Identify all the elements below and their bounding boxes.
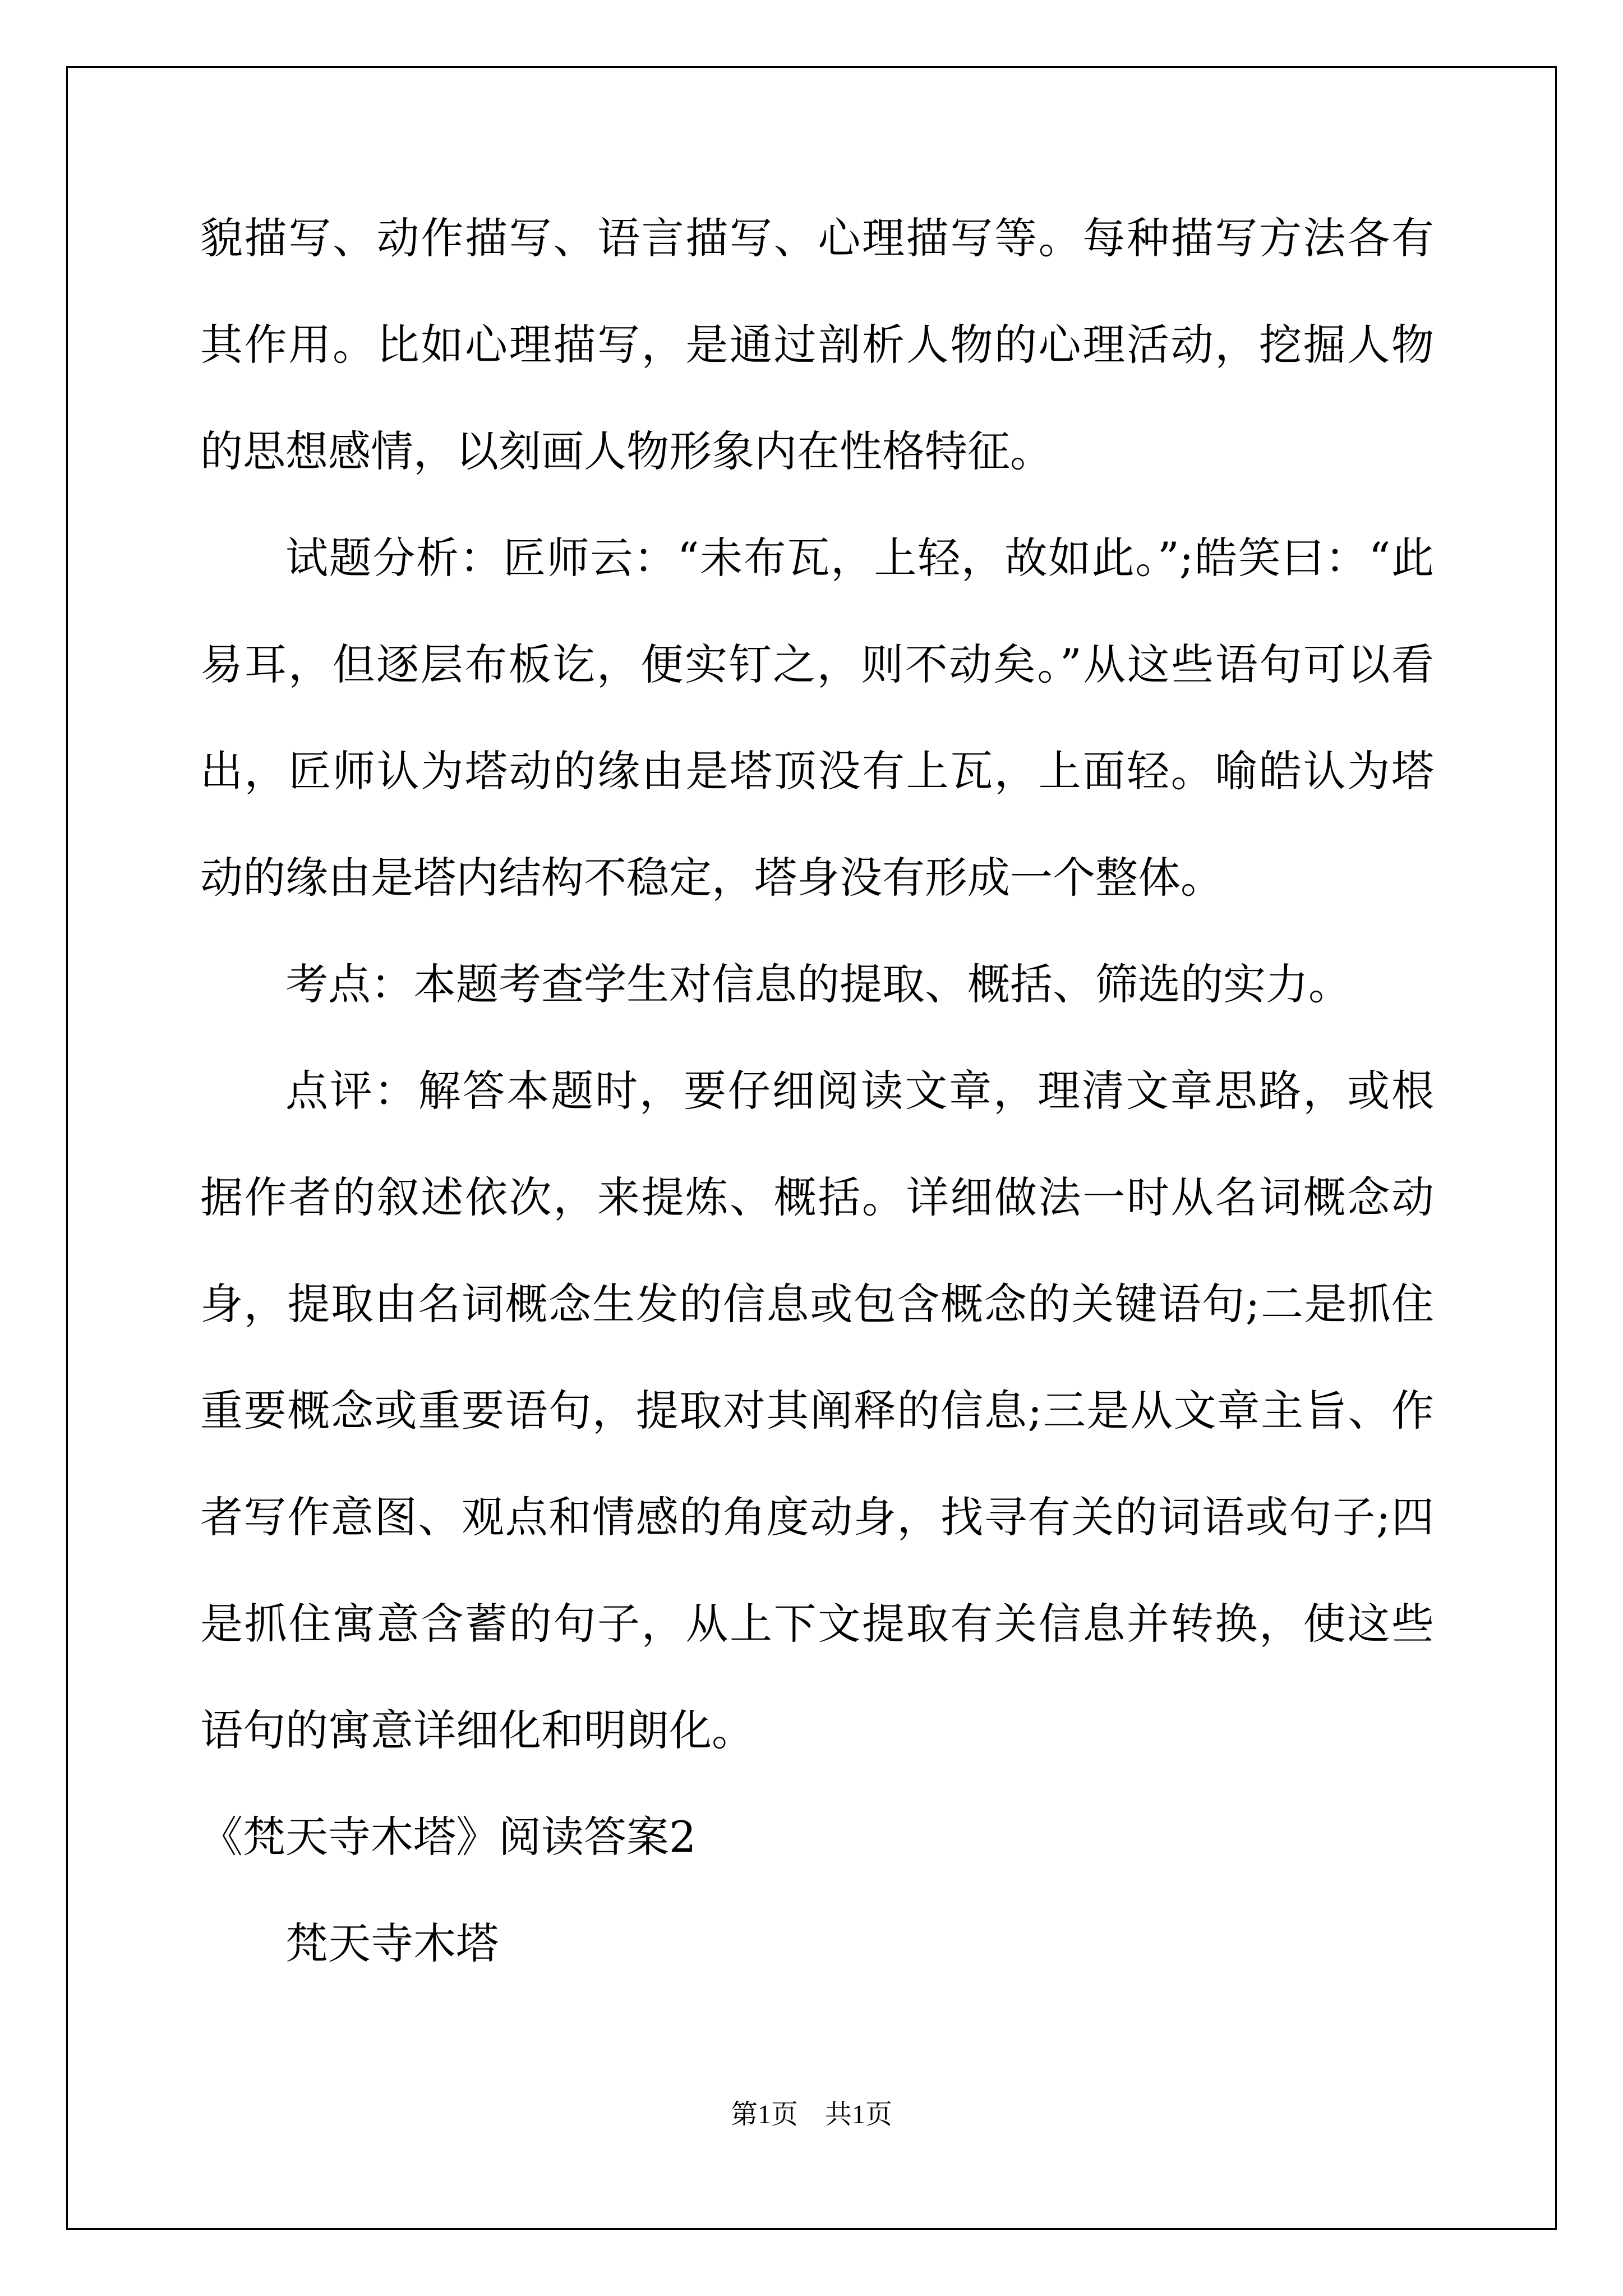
- paragraph-continued: 貌描写、动作描写、语言描写、心理描写等。每种描写方法各有其作用。比如心理描写，是通过剖析人物的心理活动，挖掘人物的思想感情，以刻画人物形象内在性格特征。: [200, 213, 1434, 476]
- page-footer: 第1页 共1页: [730, 2100, 892, 2129]
- paragraph-exam-point: 考点：本题考查学生对信息的提取、概括、筛选的实力。: [285, 959, 1351, 1009]
- section-heading: 《梵天寺木塔》阅读答案2: [200, 1812, 697, 1862]
- document-body: [200, 185, 1434, 1997]
- section-subheading: 梵天寺木塔: [285, 1918, 499, 1968]
- paragraph-comment: 点评：解答本题时，要仔细阅读文章，理清文章思路，或根据作者的叙述依次，来提炼、概括。详细做法一时从名词概念动身，提取由名词概念生发的信息或包含概念的关键语句;二是抓住重要概念或重要语句，提取对其阐释的信息;三是从文章主旨、作者写作意图、观点和情感的角度动身，找寻有关的词语或句子;四是抓住寓意含蓄的句子，从上下文提取有关信息并转换，使这些语句的寓意详细化和明朗化。: [200, 1066, 1434, 1755]
- paragraph-analysis: 试题分析：匠师云：“未布瓦，上轻，故如此。”;皓笑曰：“此易耳，但逐层布板讫，便实钉之，则不动矣。”从这些语句可以看出，匠师认为塔动的缘由是塔顶没有上瓦，上面轻。喻皓认为塔动的缘由是塔内结构不稳定，塔身没有形成一个整体。: [200, 533, 1434, 903]
